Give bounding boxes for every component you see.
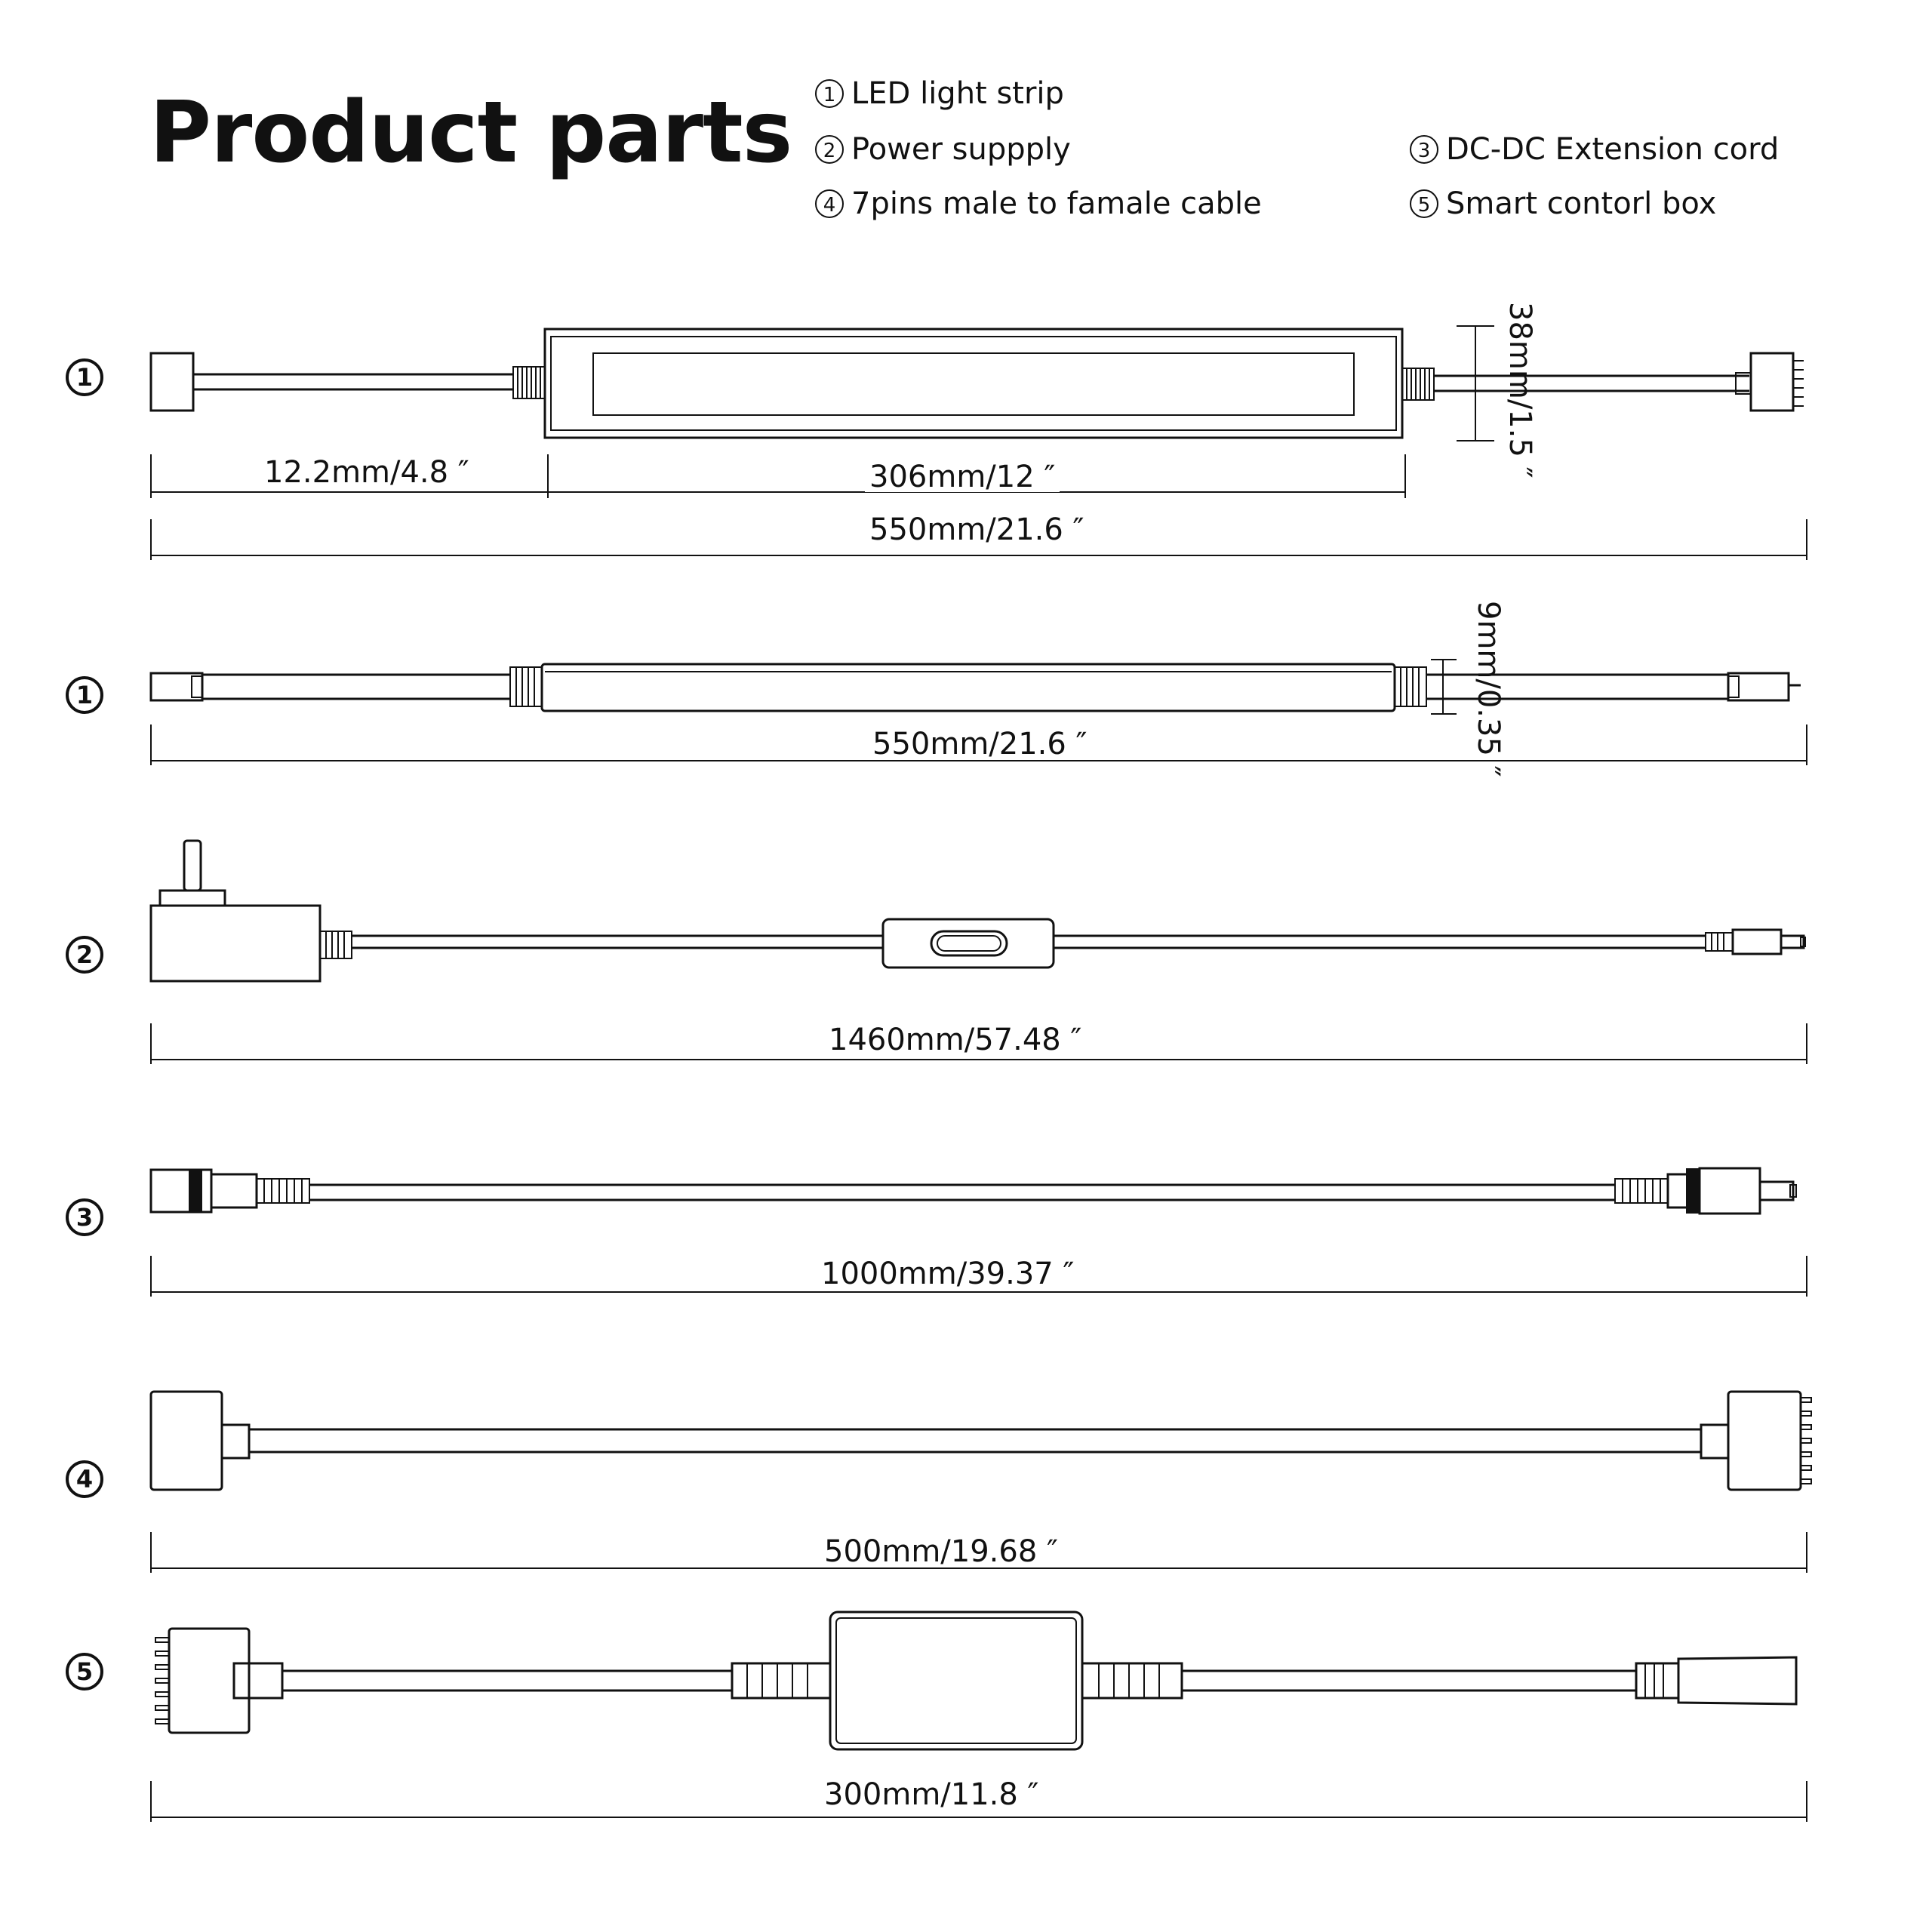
- plug-prong: [184, 841, 201, 891]
- row-number-power-supply: 2: [66, 936, 103, 974]
- right-strain-relief: [1395, 667, 1426, 706]
- dim-strip-thickness: 9mm/0.35 ″: [1471, 601, 1506, 777]
- dim-strip-body-length: 306mm/12 ″: [865, 462, 1060, 492]
- dc-plug: [1733, 930, 1781, 954]
- left-end-connector: [151, 673, 202, 700]
- row-number-led-strip-side: 1: [66, 676, 103, 714]
- right-strain-relief: [1082, 1663, 1182, 1698]
- male-7pin-connector: [169, 1629, 249, 1733]
- legend-label: Smart contorl box: [1446, 186, 1717, 221]
- legend-number: 2: [815, 135, 844, 164]
- row-number-extension-cord: 3: [66, 1198, 103, 1236]
- switch-toggle: [931, 931, 1007, 955]
- left-end-connector: [151, 353, 193, 411]
- row-number-led-strip-top: 1: [66, 358, 103, 396]
- legend-number: 3: [1410, 135, 1438, 164]
- smart-control-box: [830, 1612, 1082, 1749]
- row-number-pin-cable: 4: [66, 1460, 103, 1498]
- right-end-connector: [1751, 353, 1793, 411]
- page-title: Product parts: [149, 84, 792, 182]
- dim-extension-cord-length: 1000mm/39.37 ″: [817, 1259, 1078, 1289]
- male-dc-plug: [1700, 1168, 1760, 1214]
- led-strip-body: [545, 329, 1402, 438]
- left-strain-relief: [510, 667, 542, 706]
- female-dc-jack: [1678, 1657, 1796, 1704]
- legend-number: 1: [815, 79, 844, 108]
- legend-label: DC-DC Extension cord: [1446, 132, 1780, 167]
- plug-base: [160, 891, 225, 906]
- legend-label: 7pins male to famale cable: [851, 186, 1262, 221]
- dim-strip-total-length: 550mm/21.6 ″: [865, 515, 1088, 545]
- legend-number: 5: [1410, 189, 1438, 218]
- legend-number: 4: [815, 189, 844, 218]
- male-7pin-connector: [1728, 1392, 1801, 1490]
- dim-pin-cable-length: 500mm/19.68 ″: [820, 1537, 1063, 1567]
- legend-label: LED light strip: [851, 76, 1064, 111]
- power-adapter: [151, 906, 320, 981]
- female-7pin-connector: [151, 1392, 222, 1490]
- dim-strip-height: 38mm/1.5 ″: [1503, 302, 1537, 478]
- row-number-control-box: 5: [66, 1653, 103, 1690]
- dim-strip-lead-length: 12.2mm/4.8 ″: [260, 457, 474, 488]
- dim-power-supply-length: 1460mm/57.48 ″: [824, 1025, 1086, 1055]
- dim-strip-side-total-length: 550mm/21.6 ″: [868, 729, 1091, 759]
- dim-control-box-length: 300mm/11.8 ″: [820, 1780, 1043, 1810]
- right-end-connector: [1728, 673, 1789, 700]
- legend-label: Power suppply: [851, 132, 1071, 167]
- inline-switch: [883, 919, 1054, 968]
